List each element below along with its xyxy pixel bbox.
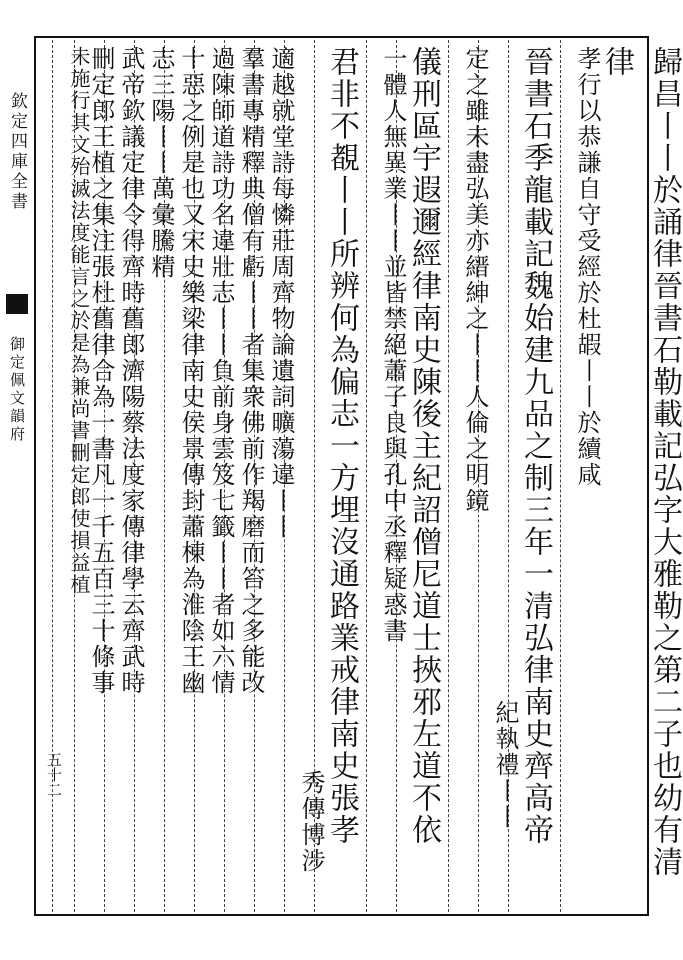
column-text: 歸昌丨丨於誦律晉書石勒載記弘字大雅勒之第二子也幼有清律 xyxy=(599,46,682,878)
side-black-mark xyxy=(6,294,28,314)
column-7 xyxy=(366,40,407,912)
column-text: 羣書專精釋典僧有虧丨丨者集衆佛前作羯磨而笞之多能改 xyxy=(237,46,265,696)
column-text: 定之雖未盡弘美亦縉紳之丨丨人倫之明鏡 xyxy=(461,46,489,514)
column-text: 未施行其文殆滅法度能言之於是為兼尚書刪定郎使損益植 xyxy=(67,46,91,596)
column-text: 君非不覩丨丨所辨何為偏志一方埋沒通路業戒律南史張孝 xyxy=(324,46,359,846)
column-text: 紀執禮丨丨 xyxy=(491,700,519,830)
column-text: 過陳師道詩功名違壯志丨丨負前身雲笈七籤丨丨者如六情 xyxy=(207,46,235,696)
column-17 xyxy=(52,40,91,912)
side-margin xyxy=(0,36,34,916)
column-text: 一體人無異業丨丨並皆禁絕蕭子良與孔中丞釋疑惑書 xyxy=(379,46,407,644)
column-text: 十惡之例是也又宋史樂梁律南史侯景傳封蕭棟為淮陰王幽 xyxy=(177,46,205,696)
column-text: 晉書石季龍載記魏始建九品之制三年一清弘律南史齊高帝 xyxy=(518,46,553,846)
column-text: 適越就堂詩每憐莊周齊物論遺詞曠蕩違丨丨 xyxy=(267,46,295,540)
column-text: 儀刑區宇遐邇經律南史陳後主紀詔僧尼道士挾邪左道不依 xyxy=(406,46,441,846)
side-book-label: 御定佩文韻府 xyxy=(8,336,26,444)
column-text: 秀傳博涉 xyxy=(297,770,325,874)
column-text: 志三陽丨丨萬彙騰精 xyxy=(147,46,175,280)
column-2 xyxy=(560,40,601,912)
column-text: 刪定郎王植之集注張杜舊律合為一書凡一千五百三十條事 xyxy=(87,46,115,696)
side-title-label: 欽定四庫全書 xyxy=(7,92,27,212)
text-columns xyxy=(52,40,682,912)
column-text: 孝行以恭謙自守受經於杜嘏丨丨於續咸 xyxy=(573,46,601,488)
column-5 xyxy=(448,40,489,912)
page-number: 五十二 xyxy=(45,752,63,797)
column-text: 武帝欽議定律令得齊時舊郎濟陽蔡法度家傳律學云齊武時 xyxy=(117,46,145,696)
